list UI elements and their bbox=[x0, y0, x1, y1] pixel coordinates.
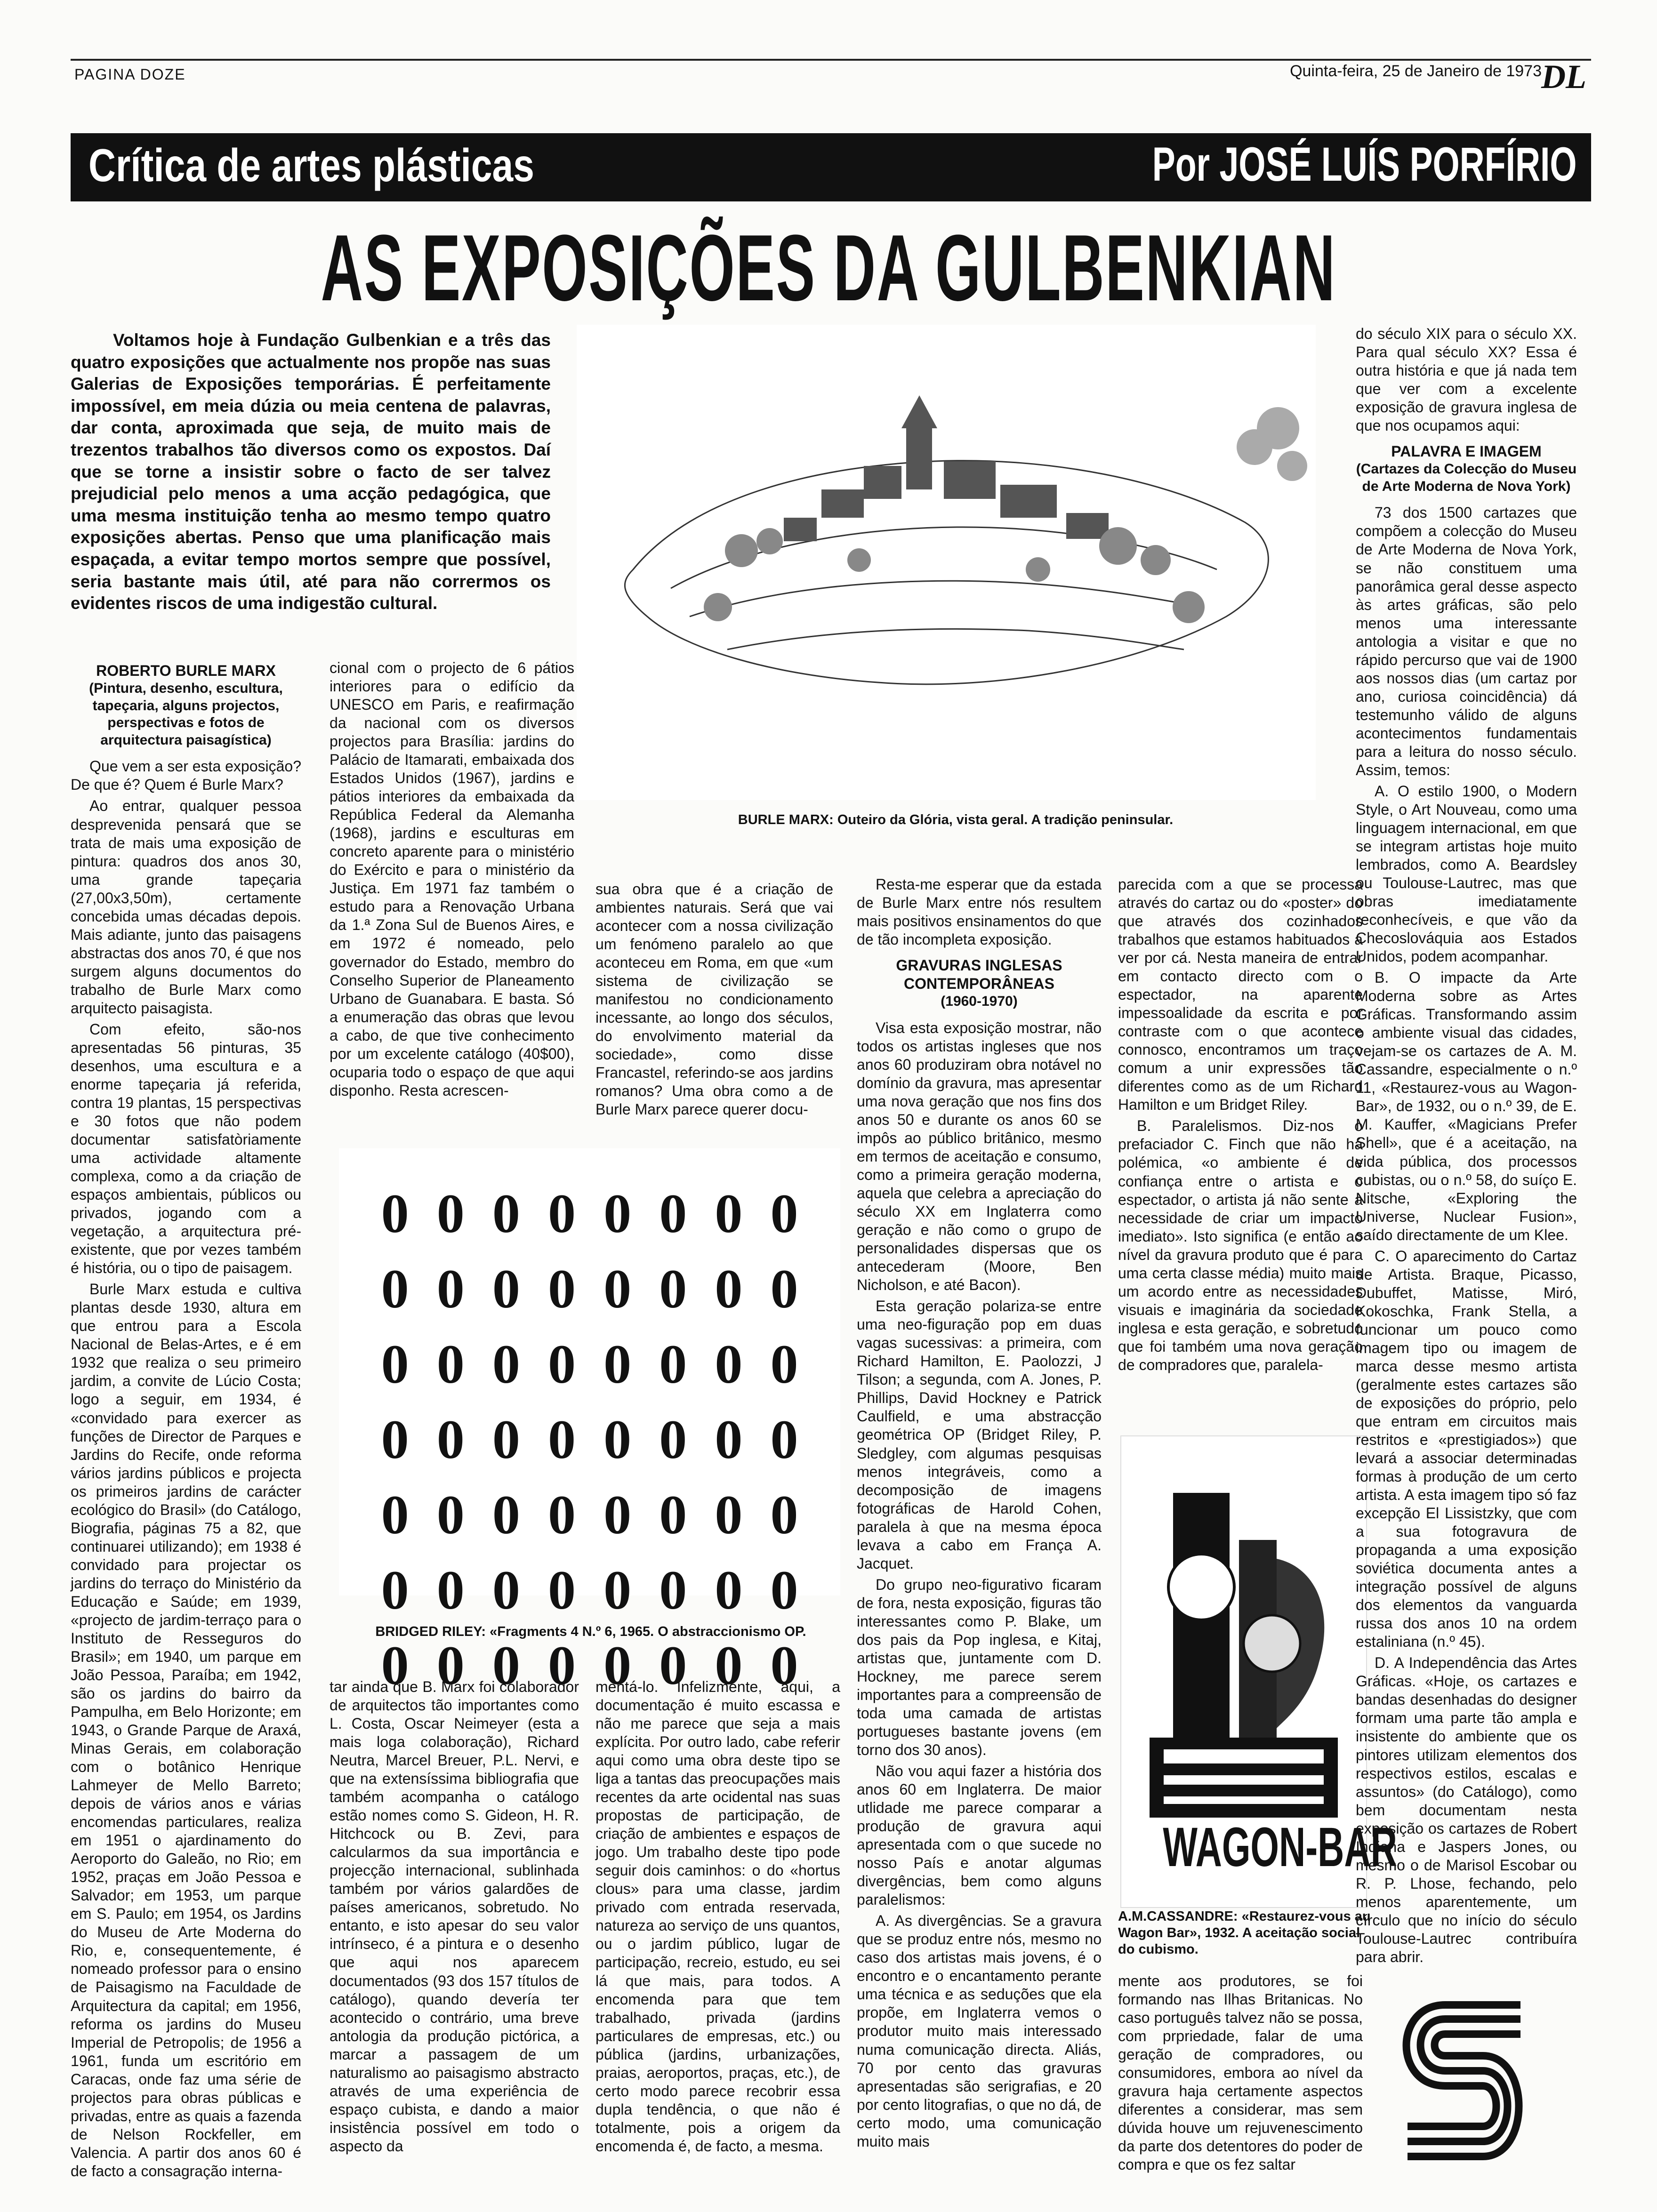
paragraph: B. Paralelismos. Diz-nos o prefaciador C. Finch que não há polémica, «o ambiente é de confiança entre o artista e o espectador, o artista já não sente a necessidade de criar um impacto imediato». Isto significa (e então ao nível da gravura produto que é para uma certa classe média) muito mais um acordo entre as necessidades visuais e imaginária da sociedade inglesa e esta geração, e sobretudo que foi também uma nova geração de compradores que, paralela- bbox=[1118, 1117, 1363, 1373]
riley-pattern-glyph: 0 bbox=[770, 1183, 798, 1244]
riley-pattern-glyph: 0 bbox=[436, 1409, 465, 1470]
riley-pattern-glyph: 0 bbox=[659, 1559, 687, 1621]
riley-pattern-glyph: 0 bbox=[659, 1409, 687, 1470]
riley-pattern-glyph: 0 bbox=[436, 1484, 465, 1546]
riley-pattern-glyph: 0 bbox=[715, 1409, 743, 1470]
column-3-bottom bbox=[595, 1678, 840, 2158]
section-banner bbox=[71, 133, 1591, 201]
subhead-palavra-imagem: PALAVRA E IMAGEM (Cartazes da Colecção do Museu de Arte Moderna de Nova York) bbox=[1356, 442, 1577, 495]
paragraph: Com efeito, são-nos apresentadas 56 pinturas, 35 desenhos, uma escultura e a enorme tapeçaria já referida, contra 19 plantas, 15 perspectivas e 30 fotos que não podem documentar satisfatòriamente uma actividade altamente complexa, como a da criação de espaços ambientais, públicos ou privados, jogando com a vegetação, a arquitectura pré-existente, que por vezes também é história, ou o tipo de paisagem. bbox=[71, 1020, 301, 1277]
paragraph: tar ainda que B. Marx foi colaborador de arquitectos tão importantes como L. Costa, Oscar Neimeyer (esta a mais loga colaboração), Richard Neutra, Marcel Breuer, P.L. Nervi, e que na extensíssima bibliografia que também acompanha o catálogo estão nomes como S. Gideon, H. R. Hitchcock ou B. Zevi, para calcularmos da sua importância e projecção internacional, sublinhada também por vários galardões de países americanos, sobretudo. No entanto, e isto apesar do seu valor intrínseco, é a pintura e o desenho que aqui nos aparecem documentados (93 dos 157 títulos de catálogo), quando devería ter acontecido o contrário, uma breve antologia da produção pictórica, a marcar a passagem de um naturalismo ao paisagismo abstracto através de uma experiência de espaço cubista, e dando a maior insistência possível em todo o aspecto da bbox=[330, 1678, 579, 2155]
stripe-s-icon bbox=[1393, 2005, 1535, 2156]
riley-pattern-glyph: 0 bbox=[659, 1484, 687, 1546]
riley-pattern-glyph: 0 bbox=[659, 1333, 687, 1395]
riley-pattern-glyph: 0 bbox=[659, 1183, 687, 1244]
subhead-burle-marx: ROBERTO BURLE MARX (Pintura, desenho, escultura, tapeçaria, alguns projectos, perspectivas e fotos de arquitectura paisagística) bbox=[71, 662, 301, 749]
riley-pattern-glyph: 0 bbox=[381, 1183, 409, 1244]
section-logo-icon bbox=[1393, 2005, 1535, 2156]
caption-burle-marx: BURLE MARX: Outeiro da Glória, vista geral. A tradição peninsular. bbox=[738, 812, 1174, 827]
paragraph: C. O aparecimento do Cartaz de Artista. Braque, Picasso, Dubuffet, Matisse, Miró, Kokoschka, Frank Stella, a funcionar um pouco como imagem tipo ou imagem de marca desse mesmo artista (geralmente estes cartazes são de exposições do próprio, pelo que entram em circuitos mais restritos e «prestigiados») que levará a associar determinadas formas à produção de um certo artista. A esta imagem tipo só faz excepção El Lissistzky, que com a sua fotogravura de propaganda a uma exposição soviética documenta antes a integração possível de alguns dos elementos da vanguarda russa dos anos 10 na ordem estaliniana (n.º 45). bbox=[1356, 1247, 1577, 1651]
riley-pattern-glyph: 0 bbox=[436, 1333, 465, 1395]
riley-pattern-glyph: 0 bbox=[603, 1258, 632, 1320]
paragraph: A. As divergências. Se a gravura que se produz entre nós, mesmo no caso dos artistas mais jovens, é o encontro e o encantamento perante uma técnica e as seduções que ela propõe, em Inglaterra vemos o produtor muito mais interessado numa comunicação directa. Aliás, 70 por cento das gravuras apresentadas são serigrafias, e 20 por cento litografias, o que no dá, de certo modo, uma comunicação muito mais bbox=[857, 1912, 1102, 2150]
riley-pattern-glyph: 0 bbox=[547, 1183, 576, 1244]
riley-pattern-glyph: 0 bbox=[603, 1559, 632, 1621]
author-byline: Por JOSÉ LUÍS PORFÍRIO bbox=[1152, 137, 1577, 191]
lead-paragraph: Voltamos hoje à Fundação Gulbenkian e a três das quatro exposições que actualmente nos propõe nas suas Galerias de Exposições temporárias. É perfeitamente impossível, em meia dúzia ou meia centena de palavras, dar conta, aproximada que seja, de muito mais de trezentos trabalhos tão diversos como os expostos. Daí que se torne a insistir sobre o facto de ser talvez prejudicial pelo menos a uma acção pedagógica, que uma mesma instituição tenha ao mesmo tempo quatro exposições abertas. Penso que uma planificação mais espaçada, a evitar tempo mortos sempre que possível, seria bastante mais útil, até para não corrermos os evidentes riscos de uma indigestão cultural. bbox=[71, 330, 551, 613]
riley-pattern-glyph: 0 bbox=[436, 1258, 465, 1320]
riley-pattern-glyph: 0 bbox=[715, 1333, 743, 1395]
subhead-gravuras-years: (1960-1970) bbox=[941, 994, 1018, 1010]
column-burle-marx bbox=[71, 654, 301, 2183]
riley-pattern-glyph: 0 bbox=[770, 1258, 798, 1320]
paragraph: sua obra que é a criação de ambientes naturais. Será que vai acontecer com a nossa civilização um fenómeno paralelo ao que aconteceu em Roma, em que «um sistema de civilização se manifestou no condicionamento incessante, ao longo dos séculos, do envolvimento material da sociedade», como disse Francastel, referindo-se aos jardins romanos? Uma obra como a de Burle Marx parece querer docu- bbox=[595, 881, 833, 1118]
column-3-top bbox=[595, 880, 833, 1122]
riley-pattern-glyph: 0 bbox=[492, 1333, 520, 1395]
riley-pattern-glyph: 0 bbox=[381, 1559, 409, 1621]
paragraph: cional com o projecto de 6 pátios interiores para o edifício da UNESCO em Paris, e reafirmação da nacional com os diversos projectos para Brasília: jardins do Palácio de Itamarati, embaixada dos Estados Unidos (1967), jardins e pátios interiores da embaixada da República Federal da Alemanha (1968), jardins e esculturas em concreto aparente para o ministério do Exército e para o ministério da Justiça. Em 1971 faz também o estudo para a Renovação Urbana da 1.ª Zona Sul de Buenos Aires, e em 1972 é nomeado, pelo governador do Estado, membro do Conselho Superior de Planeamento Urbano de Guanabara. E basta. Só a enumeração das obras que levou a cabo, de que tive conhecimento por um excelente catálogo (40$00), ocuparia todo o espaço de que aqui disponho. Resta acrescen- bbox=[330, 659, 574, 1099]
paragraph: B. O impacte da Arte Moderna sobre as Artes Gráficas. Transformando assim o ambiente visual das cidades, vejam-se os cartazes de A. M. Cassandre, especialmente o n.º 11, «Restaurez-vous au Wagon-Bar», de 1932, ou o n.º 39, de E. M. Kauffer, «Magicians Prefer Shell», que é a aceitação, na vida pública, dos processos cubistas, ou o n.º 58, do suíço E. Nitsche, «Exploring the Universe, Nuclear Fusion», saído directamente de um Klee. bbox=[1356, 969, 1577, 1243]
riley-pattern-glyph: 0 bbox=[603, 1333, 632, 1395]
paragraph: Burle Marx estuda e cultiva plantas desde 1930, altura em que entrou para a Escola Nacional de Belas-Artes, e é em 1932 que realiza o seu primeiro jardim, a convite de Lúcio Costa; logo a seguir, em 1934, é «convidado para exercer as funções de Director de Parques e Jardins do Recife, onde reforma vários jardins públicos e projecta os primeiros jardins de carácter ecológico do Brasil» (do Catálogo, Biografia, páginas 75 a 82, que continuarei utilizando); em 1938 é convidado para projectar os jardins do terraço do Ministério da Educação e Saúde; em 1939, «projecto de jardim-terraço para o Instituto de Resseguros do Brasil»; em 1940, um parque em João Pessoa, Paraíba; em 1942, são os jardins do bairro da Pampulha, em Belo Horizonte; em 1943, o Grande Parque de Araxá, Minas Gerais, em colaboração com o botânico Henrique Lahmeyer de Mello Barreto; depois de vários anos e várias encomendas particulares, realiza em 1951 o ajardinamento do Aeroporto do Galeão, no Rio; em 1952, praças em João Pessoa e Salvador; em 1953, um parque em S. Paulo; em 1954, os Jardins do Museu de Arte Moderna do Rio, e, consequentemente, é nomeado professor para o ensino de Paisagismo na Faculdade de Arquitectura da capital; em 1956, reforma os jardins do Museu Imperial de Petropolis; de 1956 a 1961, funda um escritório em Caracas, onde faz uma série de projectos para obras públicas e privadas, entre as quais a fazenda de Nelson Rockfeller, em Valencia. A partir dos anos 60 é de facto a consagração interna- bbox=[71, 1281, 301, 2180]
burle-marx-drawing bbox=[577, 325, 1316, 800]
riley-pattern-glyph: 0 bbox=[547, 1333, 576, 1395]
hill-town-sketch bbox=[577, 325, 1316, 800]
paragraph: mente aos produtores, se foi formando nas Ilhas Britanicas. No caso português talvez não se possa, com prpriedade, falar de uma geração de compradores, ou consumidores, embora ao nível da gravura haja certamente aspectos diferentes a considerar, mas sem dúvida houve um rejuvenescimento da parte dos detentores do poder de compra e que os fez saltar bbox=[1118, 1972, 1363, 2173]
riley-pattern-glyph: 0 bbox=[659, 1258, 687, 1320]
riley-pattern-glyph: 0 bbox=[492, 1409, 520, 1470]
riley-pattern-glyph: 0 bbox=[715, 1559, 743, 1621]
column-gravuras bbox=[857, 875, 1102, 2154]
riley-pattern-glyph: 0 bbox=[492, 1484, 520, 1546]
riley-pattern-glyph: 0 bbox=[603, 1409, 632, 1470]
riley-pattern bbox=[339, 1148, 840, 1696]
riley-pattern-glyph: 0 bbox=[770, 1559, 798, 1621]
riley-pattern-glyph: 0 bbox=[770, 1333, 798, 1395]
column-5-top bbox=[1118, 875, 1363, 1377]
riley-pattern-glyph: 0 bbox=[436, 1183, 465, 1244]
riley-pattern-glyph: 0 bbox=[381, 1635, 409, 1696]
paragraph: Ao entrar, qualquer pessoa desprevenida pensará que se trata de mais uma exposição de pintura: quadros dos anos 30, uma grande tapeçaria (27,00x3,50m), certamente concebida umas décadas depois. Mais adiante, junto das paisagens abstractas dos anos 70, é que nos surgem alguns documentos do trabalho de Burle Marx como arquitecto paisagista. bbox=[71, 797, 301, 1017]
section-title: Crítica de artes plásticas bbox=[88, 139, 534, 191]
riley-pattern-glyph: 0 bbox=[603, 1183, 632, 1244]
paragraph: D. A Independência das Artes Gráficas. «Hoje, os cartazes e bandas desenhadas do designer formam uma parte tão ampla e insistente do ambiente que os pintores utilizam elementos dos respectivos estilos, escalas e assuntos» (do Catálogo), como bem documentam nesta exposição os cartazes de Robert Indiana e Jaspers Jones, ou mesmo o de Marisol Escobar ou R. P. Lhose, fechando, pelo menos aparentemente, um círculo que no início do século Toulouse-Lautrec contribuíra para abrir. bbox=[1356, 1654, 1577, 1965]
riley-pattern-glyph: 0 bbox=[547, 1258, 576, 1320]
page-label: PAGINA DOZE bbox=[74, 66, 186, 83]
paragraph: mentá-lo. Infelizmente, aqui, a documentação é muito escassa e não me parece que seja a mais explícita. Por outro lado, cabe referir aqui como uma obra deste tipo se liga a tantas das preocupações mais recentes da arte ocidental nas suas propostas de participação, de criação de ambientes e espaços de jogo. Um trabalho deste tipo pode seguir dois caminhos: o do «hortus clous» para uma classe, jardim privado com entrada reservada, natureza ao serviço de uns quantos, ou o jardim público, lugar de participação, recreio, estudo, eu sei lá que mais, para todos. A encomenda para que tem trabalhado, privada (jardins particulares de empresas, etc.) ou pública (jardins, urbanizações, praias, aeroportos, praças, etc.), de certo modo parece recobrir essa dupla tendência, o que não é totalmente, pois a origem da encomenda é, de facto, a mesma. bbox=[595, 1678, 840, 2155]
riley-pattern-glyph: 0 bbox=[547, 1559, 576, 1621]
riley-pattern-glyph: 0 bbox=[381, 1333, 409, 1395]
riley-pattern-glyph: 0 bbox=[715, 1635, 743, 1696]
column-palavra-imagem bbox=[1356, 325, 1577, 1969]
paragraph: Do grupo neo-figurativo ficaram de fora, nesta exposição, figuras tão interessantes como P. Blake, um dos pais da Pop inglesa, e Kitaj, artistas que, juntamente com D. Hockney, me parece serem importantes para a compreensão de toda uma camada de artistas portugueses bastante jovens (em torno dos 30 anos). bbox=[857, 1576, 1102, 1758]
riley-pattern-glyph: 0 bbox=[381, 1409, 409, 1470]
cassandre-poster bbox=[1120, 1435, 1397, 1908]
paragraph: Resta-me esperar que da estada de Burle Marx entre nós resultem mais positivos ensinamentos do que de tão incompleta exposição. bbox=[857, 876, 1102, 948]
paragraph: Que vem a ser esta exposição? De que é? Quem é Burle Marx? bbox=[71, 758, 302, 793]
paragraph: do século XIX para o século XX. Para qual século XX? Essa é outra história e que já nada tem que ver com a excelente exposição de gravura inglesa de que nos ocupamos aqui: bbox=[1356, 325, 1577, 434]
paragraph: Visa esta exposição mostrar, não todos os artistas ingleses que nos anos 60 produziram obra notável no domínio da gravura, mas apresentar uma nova geração que nos fins dos anos 50 e durante os anos 60 se impôs ao público britânico, mesmo em termos de aceitação e consumo, como a primeira geração moderna, aquela que celebra a apreciação do século XX em Inglaterra como geração e não como o grupo de personalidades dispersas que os antecederam (Moore, Ben Nicholson, e até Bacon). bbox=[857, 1019, 1102, 1294]
riley-pattern-glyph: 0 bbox=[492, 1559, 520, 1621]
riley-pattern-glyph: 0 bbox=[603, 1635, 632, 1696]
column-2-top bbox=[330, 659, 574, 1103]
riley-pattern-glyph: 0 bbox=[715, 1484, 743, 1546]
header-rule bbox=[71, 59, 1591, 61]
riley-pattern-glyph: 0 bbox=[603, 1484, 632, 1546]
riley-pattern-glyph: 0 bbox=[381, 1258, 409, 1320]
riley-pattern-glyph: 0 bbox=[770, 1484, 798, 1546]
paragraph: Esta geração polariza-se entre uma neo-figuração pop em duas vagas sucessivas: a primeira, com Richard Hamilton, E. Paolozzi, J Tilson; a segunda, com A. Jones, P. Phillips, David Hockney e Patrick Caulfield, e uma abstracção geométrica OP (Bridget Riley, P. Sledgley, com algumas pesquisas menos integráveis, como a decomposição de imagens fotográficas de Harold Cohen, paralela à que na mesma época levava a cabo em França A. Jacquet. bbox=[857, 1298, 1102, 1572]
riley-pattern-glyph: 0 bbox=[436, 1635, 465, 1696]
riley-pattern-glyph: 0 bbox=[715, 1258, 743, 1320]
subhead-burle-marx-detail: (Pintura, desenho, escultura, tapeçaria, alguns projectos, perspectivas e fotos de arquitectura paisagística) bbox=[89, 681, 283, 748]
riley-pattern-glyph: 0 bbox=[770, 1635, 798, 1696]
column-2-bottom bbox=[330, 1678, 579, 2158]
paragraph: A. O estilo 1900, o Modern Style, o Art Nouveau, como uma linguagem internacional, em que se integram artistas hoje muito lembrados, como A. Beardsley ou Toulouse-Lautrec, mas que obras imediatamente reconhecíveis, e que vão da Checoslováquia aos Estados Unidos, podem acompanhar. bbox=[1356, 782, 1577, 965]
subhead-gravuras: GRAVURAS INGLESAS CONTEMPORÂNEAS (1960-1970) bbox=[857, 956, 1102, 1010]
riley-pattern-glyph: 0 bbox=[492, 1635, 520, 1696]
caption-cassandre: A.M.CASSANDRE: «Restaurez-vous au Wagon Bar», 1932. A aceitação social do cubismo. bbox=[1118, 1909, 1371, 1957]
riley-pattern-glyph: 0 bbox=[659, 1635, 687, 1696]
paragraph: parecida com a que se processa através do cartaz ou do «poster» do que através dos cozinhados trabalhos que estamos habituados a ver por cá. Nesta maneira de entrar em contacto directo com o espectador, na aparente impessoalidade da escrita e por contraste com o que acontece connosco, encontramos um traço comum a unir expressões tão diferentes como as de um Richard Hamilton e um Bridget Riley. bbox=[1118, 876, 1363, 1114]
riley-pattern-glyph: 0 bbox=[492, 1258, 520, 1320]
riley-pattern-glyph: 0 bbox=[547, 1484, 576, 1546]
paragraph: Não vou aqui fazer a história dos anos 60 em Inglaterra. De maior utlidade me parece comparar a produção de gravura aqui apresentada com o que sucede no nosso País e anotar algumas divergências, bem como alguns paralelismos: bbox=[857, 1763, 1102, 1908]
newspaper-logo: DL bbox=[1541, 58, 1586, 96]
riley-pattern-glyph: 0 bbox=[381, 1484, 409, 1546]
paragraph: 73 dos 1500 cartazes que compõem a colecção do Museu de Arte Moderna de Nova York, se não constituem uma panorâmica geral desse aspecto às artes gráficas, são pelo menos uma interessante antologia a visitar e que no rápido percurso que vai de 1900 aos nossos dias (um cartaz por ano, curiosa coincidência) dá testemunho válido de alguns acontecimentos fundamentais para a leitura do nosso século. Assim, temos: bbox=[1356, 504, 1577, 778]
riley-pattern-glyph: 0 bbox=[492, 1183, 520, 1244]
riley-pattern-glyph: 0 bbox=[715, 1183, 743, 1244]
headline: AS EXPOSIÇÕES DA GULBENKIAN bbox=[321, 216, 1336, 321]
riley-pattern-glyph: 0 bbox=[547, 1635, 576, 1696]
poster-title: WAGON-BAR bbox=[1163, 1816, 1397, 1878]
poster-illustration bbox=[1121, 1436, 1366, 1869]
column-5-bottom bbox=[1118, 1972, 1363, 2177]
subhead-palavra-imagem-detail: (Cartazes da Colecção do Museu de Arte Moderna de Nova York) bbox=[1356, 461, 1577, 494]
riley-pattern-glyph: 0 bbox=[547, 1409, 576, 1470]
caption-riley: BRIDGED RILEY: «Fragments 4 N.º 6, 1965. O abstraccionismo OP. bbox=[375, 1624, 806, 1639]
riley-pattern-glyph: 0 bbox=[770, 1409, 798, 1470]
riley-pattern-glyph: 0 bbox=[436, 1559, 465, 1621]
issue-date: Quinta-feira, 25 de Janeiro de 1973 bbox=[1290, 62, 1542, 80]
